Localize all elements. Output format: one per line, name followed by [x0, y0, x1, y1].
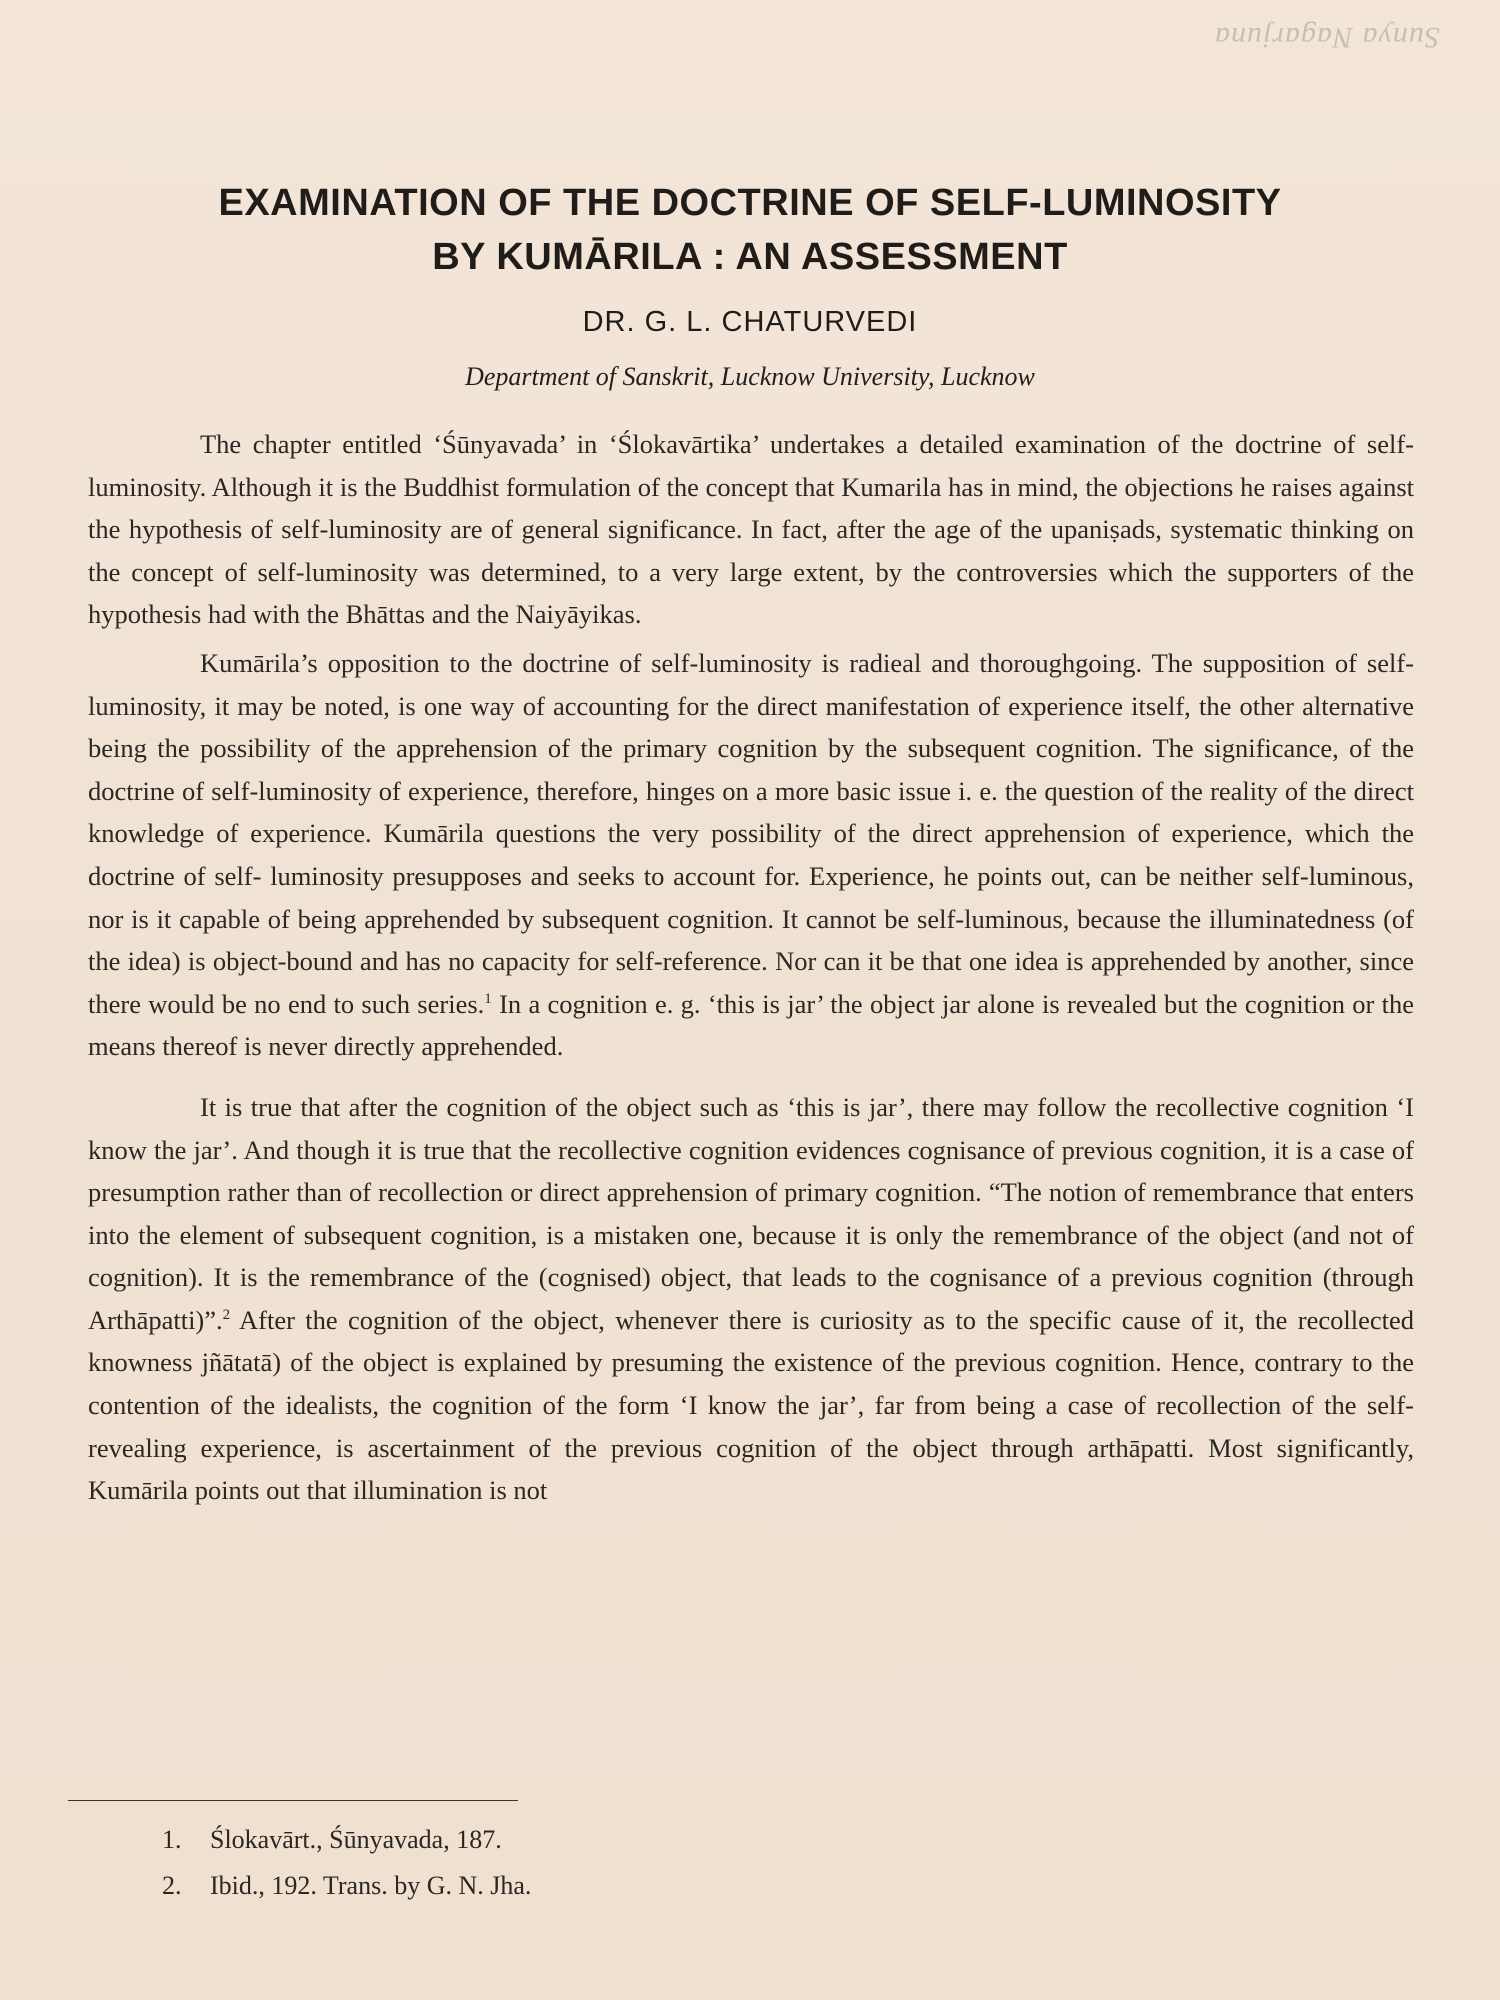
author-affiliation: Department of Sanskrit, Lucknow University, Lucknow [465, 362, 1035, 391]
footnote-ref-1: 1 [484, 990, 492, 1007]
footnotes [162, 1817, 531, 1909]
footnote-1-number: 1. [162, 1825, 182, 1854]
paragraph-1: The chapter entitled ‘Śūnyavada’ in ‘Ślokavārtika’ undertakes a detailed examination of the doctrine of self-luminosity. Although it is the Buddhist formulation of the concept that Kumarila has in mind, the objections he raises against the hypothesis of self-luminosity are of general significance. In fact, after the age of the upaniṣads, systematic thinking on the concept of self-luminosity was determined, to a very large extent, by the controversies which the supporters of the hypothesis had with the Bhāttas and the Naiyāyikas. [88, 429, 1414, 630]
corner-annotation: Sunya Nagarjuna [1214, 21, 1440, 54]
paragraph-2-part-2: In a cognition e. g. ‘this is jar’ the object jar alone is revealed but the cognition or the means thereof is never directly apprehended. [88, 988, 1415, 1062]
author-name: DR. G. L. CHATURVEDI [582, 306, 918, 338]
footnote-ref-2: 2 [222, 1307, 231, 1324]
title-line-1: EXAMINATION OF THE DOCTRINE OF SELF-LUMINOSITY [218, 182, 1282, 224]
paragraph-2 [88, 642, 1414, 1068]
paragraph-2-part-1: Kumārila’s opposition to the doctrine of self-luminosity is radieal and thoroughgoing. The supposition of self-luminosity, it may be noted, is one way of accounting for the direct manifestation of experience itself, the other alternative being the possibility of the apprehension of the primary cognition by the subsequent cognition. The significance, of the doctrine of self-luminosity of experience, therefore, hinges on a more basic issue i. e. the question of the reality of the direct knowledge of experience. Kumārila questions the very possibility of the direct apprehension of experience, which the doctrine of self- luminosity presupposes and seeks to account for. Experience, he points out, can be neither self-luminous, nor is it capable of being apprehended by subsequent cognition. It cannot be self-luminous, because the illuminatedness (of the idea) is object-bound and has no capacity for self-reference. Nor can it be that one idea is apprehended by another, since there would be no end to such series. [88, 647, 1414, 1019]
footnote-2-text: Ibid., 192. Trans. by G. N. Jha. [210, 1871, 532, 1900]
paragraph-3-part-2: After the cognition of the object, whenever there is curiosity as to the specific cause of it, the recollected knowness jñātatā) of the object is explained by presuming the existence of the previous cognition. Hence, contrary to the contention of the idealists, the cognition of the form ‘I know the jar’, far from being a case of recollection of the self-revealing experience, is ascertainment of the previous cognition of the object through arthāpatti. Most significantly, Kumārila points out that illumination is not [88, 1304, 1414, 1506]
footnote-1 [162, 1817, 531, 1863]
paragraph-3 [88, 1086, 1414, 1512]
footnote-1-text: Ślokavārt., Śūnyavada, 187. [210, 1825, 502, 1854]
title-line-2: BY KUMĀRILA : AN ASSESSMENT [432, 236, 1068, 278]
footnote-2 [162, 1863, 531, 1909]
footnote-divider [68, 1800, 518, 1801]
footnote-2-number: 2. [162, 1871, 182, 1900]
paragraph-3-part-1: It is true that after the cognition of the object such as ‘this is jar’, there may follow the recollective cognition ‘I know the jar’. And though it is true that the recollective cognition evidences cognisance of previous cognition, it is a case of presumption rather than of recollection or direct apprehension of primary cognition. “The notion of remembrance that enters into the element of subsequent cognition, is a mistaken one, because it is only the remembrance of the object (and not of cognition). It is the remembrance of the (cognised) object, that leads to the cognisance of a previous cognition (through Arthāpatti)”. [88, 1091, 1414, 1335]
body-text [88, 423, 1414, 1512]
